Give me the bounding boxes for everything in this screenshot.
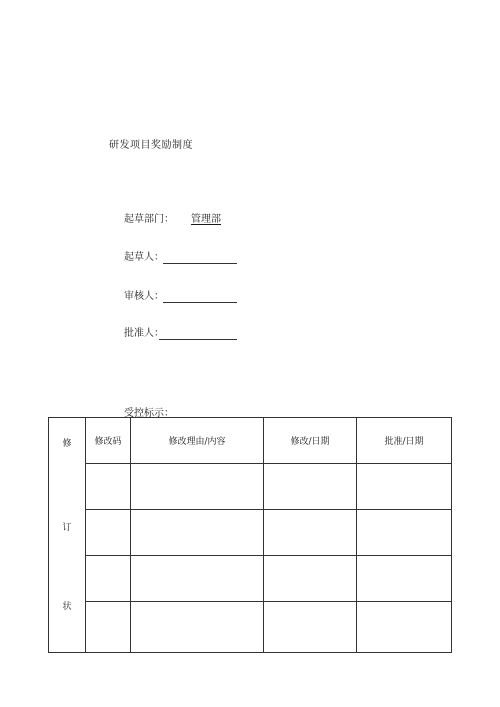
table-cell[interactable] xyxy=(357,602,452,653)
table-cell[interactable] xyxy=(357,556,452,602)
table-row xyxy=(49,556,452,602)
drafting-department-label: 起草部门： xyxy=(124,214,174,225)
header-revision-reason: 修改理由/内容 xyxy=(131,418,264,464)
table-cell[interactable] xyxy=(357,510,452,556)
drafter-label: 起草人： xyxy=(124,252,164,263)
table-header-row xyxy=(49,418,452,464)
header-revision-date: 修改/日期 xyxy=(264,418,357,464)
drafter-blank-line xyxy=(163,263,237,264)
revision-status-side-cell xyxy=(49,418,86,653)
side-char-ding: 订 xyxy=(62,523,72,533)
header-revision-code: 修改码 xyxy=(86,418,131,464)
approver-field xyxy=(124,327,164,341)
table-cell[interactable] xyxy=(131,556,264,602)
header-approval-date: 批准/日期 xyxy=(357,418,452,464)
table-cell[interactable] xyxy=(86,510,131,556)
control-mark-label: 受控标示： xyxy=(124,408,174,419)
table-cell[interactable] xyxy=(86,464,131,510)
side-char-zhuang: 状 xyxy=(62,602,72,612)
table-cell[interactable] xyxy=(131,510,264,556)
drafter-field xyxy=(124,251,164,265)
drafting-department-value: 管理部 xyxy=(191,214,221,225)
document-title: 研发项目奖励制度 xyxy=(109,140,193,151)
reviewer-blank-line xyxy=(163,302,237,303)
table-cell[interactable] xyxy=(264,556,357,602)
drafting-department-field xyxy=(124,213,221,227)
table-cell[interactable] xyxy=(86,556,131,602)
table-row xyxy=(49,464,452,510)
table-cell[interactable] xyxy=(357,464,452,510)
table-cell[interactable] xyxy=(264,602,357,653)
table-cell[interactable] xyxy=(264,464,357,510)
reviewer-label: 审核人： xyxy=(124,291,164,302)
side-char-xiu: 修 xyxy=(62,439,72,449)
approver-blank-line xyxy=(159,339,237,340)
table-cell[interactable] xyxy=(131,464,264,510)
table-row xyxy=(49,510,452,556)
revision-status-table xyxy=(48,417,452,653)
reviewer-field xyxy=(124,290,164,304)
table-cell[interactable] xyxy=(131,602,264,653)
table-cell[interactable] xyxy=(264,510,357,556)
approver-label: 批准人： xyxy=(124,328,164,339)
table-cell[interactable] xyxy=(86,602,131,653)
table-row xyxy=(49,602,452,653)
